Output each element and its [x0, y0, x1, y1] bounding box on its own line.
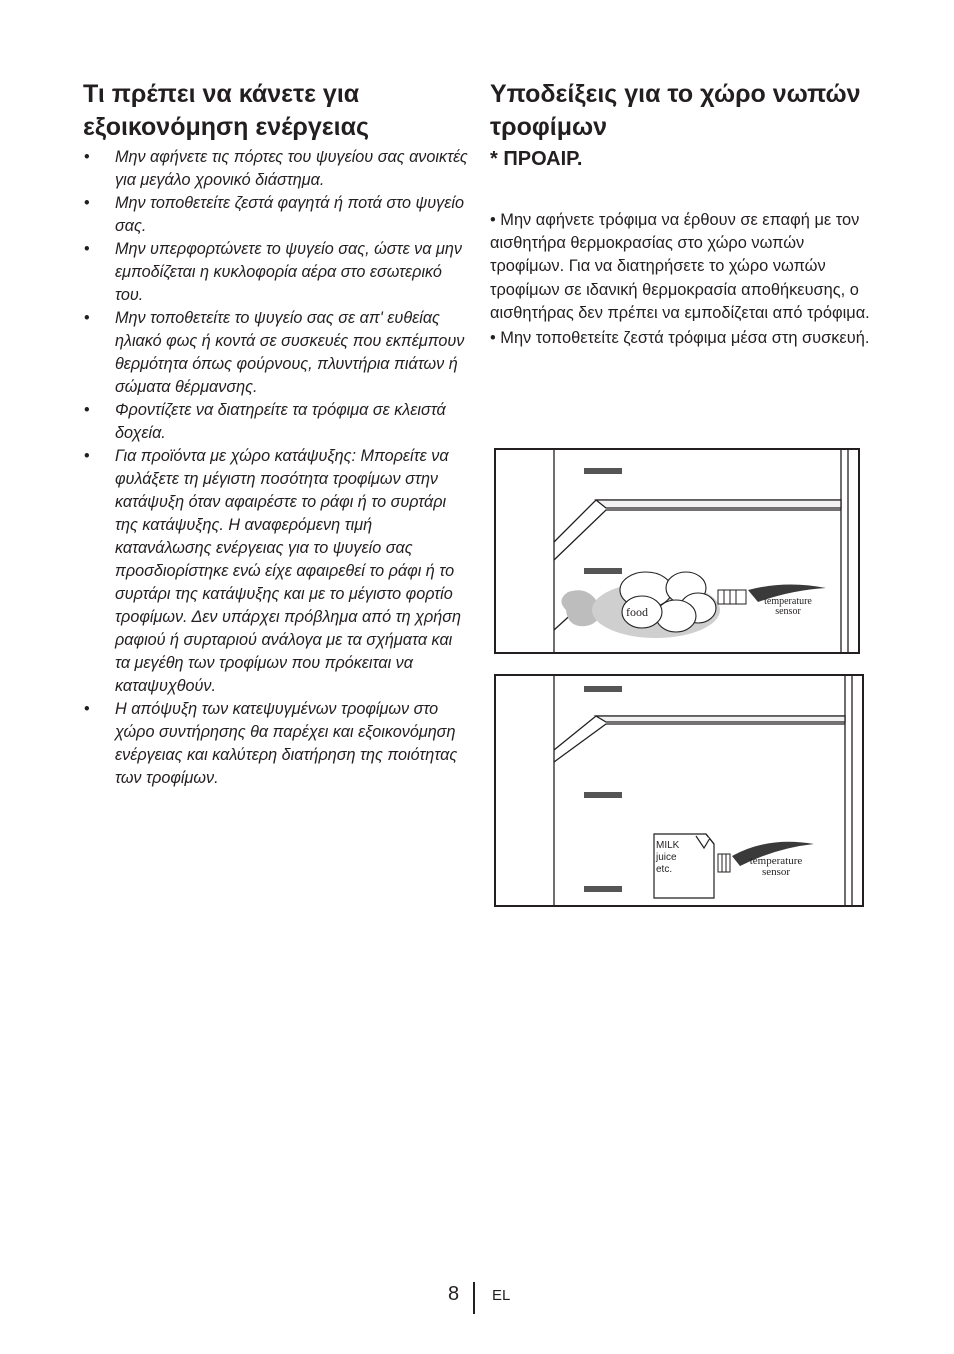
sensor-label-line1: temperature	[749, 855, 803, 867]
carton-label-line2: juice	[656, 852, 677, 863]
sensor-label-line2: sensor	[761, 866, 791, 878]
left-column	[83, 78, 468, 790]
sensor-food-illustration	[494, 448, 860, 654]
page-number: 8	[448, 1283, 460, 1305]
optional-note: * ΠΡΟΑΙΡ.	[490, 148, 583, 170]
tip-paragraph: • Μην αφήνετε τρόφιμα να έρθουν σε επαφή με τον αισθητήρα θερμοκρασίας στο χώρο νωπών τροφίμων. Για να διατηρήσετε το χώρο νωπών τροφίμων σε ιδανική θερμοκρασία αποθήκευσης, ο αισθητήρας δεν πρέπει να εμποδίζεται από τρόφιμα.	[490, 211, 870, 322]
list-item: • Φροντίζετε να διατηρείτε τα τρόφιμα σε κλειστά δοχεία.	[83, 399, 468, 445]
energy-saving-list	[83, 146, 468, 790]
energy-saving-title: Τι πρέπει να κάνετε για εξοικονόμηση ενέργειας	[83, 80, 369, 141]
sensor-label-line2: sensor	[775, 606, 801, 617]
list-item: • Για προϊόντα με χώρο κατάψυξης: Μπορείτε να φυλάξετε τη μέγιστη ποσότητα τροφίμων στην κατάψυξη όταν αφαιρέστε το ράφι ή το συρτάρι της κατάψυξης. Η αναφερόμενη τιμή κατανάλωσης ενέργειας για το ψυγείο σας προσδιορίστηκε ενώ είχε αφαιρεθεί το ράφι ή το συρτάρι της κατάψυξης και με το μέγιστο φορτίο τροφίμων. Δεν υπάρχει πρόβλημα από τη χρήση ραφιού ή συρταριού ανάλογα με τα σχήματα και τα μεγέθη των τροφίμων που πρόκειται να καταψυχθούν.	[83, 445, 468, 698]
fresh-food-title: Υποδείξεις για το χώρο νωπών τροφίμων	[490, 80, 861, 141]
list-item: • Μην αφήνετε τις πόρτες του ψυγείου σας ανοικτές για μεγάλο χρονικό διάστημα.	[83, 146, 468, 192]
tip-paragraph: • Μην τοποθετείτε ζεστά τρόφιμα μέσα στη συσκευή.	[490, 329, 870, 348]
right-column	[490, 78, 880, 352]
fridge-interior-drawing	[496, 450, 858, 652]
list-item: • Η απόψυξη των κατεψυγμένων τροφίμων στο χώρο συντήρησης θα παρέχει και εξοικονόμηση ενέργειας και καλύτερη διατήρηση της ποιότητας των τροφίμων.	[83, 698, 468, 790]
sensor-label-line1: temperature	[764, 596, 812, 607]
list-item: • Μην υπερφορτώνετε το ψυγείο σας, ώστε να μην εμποδίζεται η κυκλοφορία αέρα στο εσωτερικό του.	[83, 238, 468, 307]
fresh-food-tips	[490, 209, 880, 350]
food-label: food	[626, 605, 648, 619]
list-item: • Μην τοποθετείτε το ψυγείο σας σε απ' ευθείας ηλιακό φως ή κοντά σε συσκευές που εκπέμπουν θερμότητα όπως φούρνους, πλυντήρια πιάτων ή σώματα θέρμανσης.	[83, 307, 468, 399]
footer-divider	[473, 1282, 475, 1314]
carton-label-line1: MILK	[656, 840, 680, 851]
language-code: EL	[492, 1287, 511, 1304]
carton-label-line3: etc.	[656, 864, 673, 875]
list-item: • Μην τοποθετείτε ζεστά φαγητά ή ποτά στο ψυγείο σας.	[83, 192, 468, 238]
fridge-interior-drawing-2	[496, 676, 862, 905]
sensor-carton-illustration	[494, 674, 864, 907]
